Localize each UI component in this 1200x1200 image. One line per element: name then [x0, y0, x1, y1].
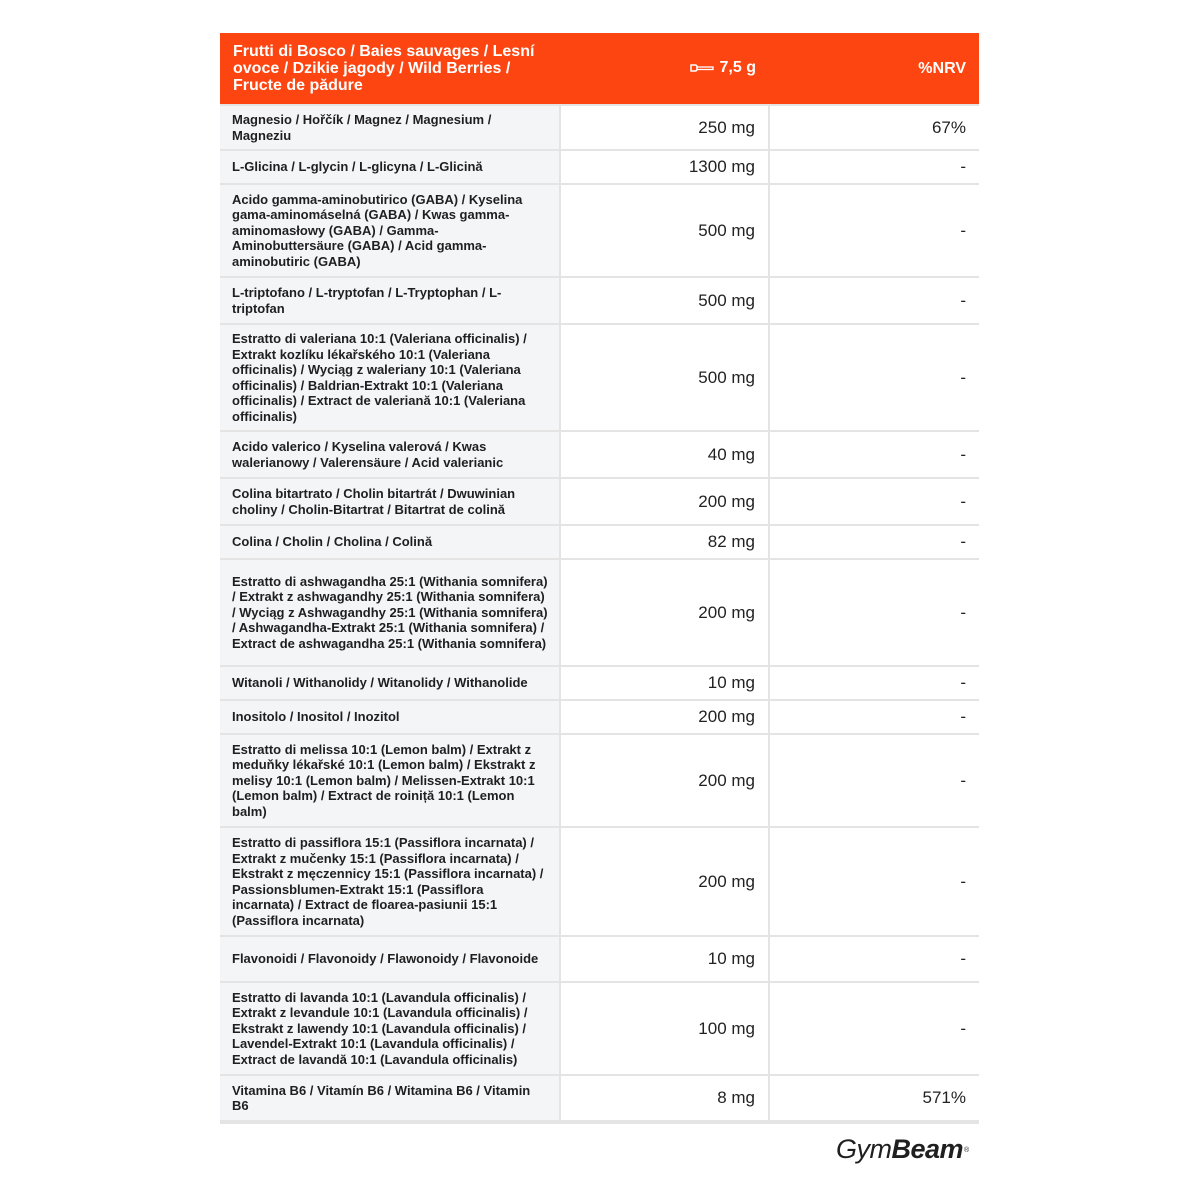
ingredient-nrv: - — [769, 827, 979, 936]
ingredient-nrv: - — [769, 734, 979, 827]
table-row — [220, 936, 979, 982]
ingredient-amount: 500 mg — [560, 277, 769, 324]
table-row — [220, 478, 979, 525]
ingredient-amount: 200 mg — [560, 559, 769, 666]
ingredient-name: Estratto di valeriana 10:1 (Valeriana officinalis) / Extrakt kozlíku lékařského 10:1 (Valeriana officinalis) / Wyciąg z waleriany 10:1 (Valeriana officinalis) / Baldrian-Extrakt 10:1 (Valeriana officinalis) / Extract de valeriană 10:1 (Valeriana officinalis) — [220, 324, 560, 431]
ingredient-nrv: - — [769, 525, 979, 559]
ingredient-nrv: 571% — [769, 1075, 979, 1121]
ingredient-nrv: - — [769, 184, 979, 277]
ingredient-nrv: - — [769, 982, 979, 1075]
ingredient-name: Magnesio / Hořčík / Magnez / Magnesium / Magneziu — [220, 105, 560, 150]
ingredient-amount: 200 mg — [560, 734, 769, 827]
table-row — [220, 666, 979, 700]
nutrition-table — [220, 33, 979, 1122]
ingredient-amount: 200 mg — [560, 700, 769, 734]
nutrition-table-container — [220, 33, 979, 1124]
ingredient-amount: 8 mg — [560, 1075, 769, 1121]
table-row — [220, 827, 979, 936]
table-row — [220, 324, 979, 431]
ingredient-amount: 1300 mg — [560, 150, 769, 184]
ingredient-nrv: 67% — [769, 105, 979, 150]
ingredient-nrv: - — [769, 277, 979, 324]
ingredient-amount: 40 mg — [560, 431, 769, 478]
table-row — [220, 150, 979, 184]
table-row — [220, 734, 979, 827]
ingredient-amount: 200 mg — [560, 478, 769, 525]
table-row — [220, 982, 979, 1075]
ingredient-nrv: - — [769, 431, 979, 478]
ingredient-name: Colina / Cholin / Cholina / Colină — [220, 525, 560, 559]
serving-header — [560, 33, 769, 105]
table-header-row — [220, 33, 979, 105]
ingredient-amount: 500 mg — [560, 324, 769, 431]
ingredient-nrv: - — [769, 666, 979, 700]
ingredient-nrv: - — [769, 324, 979, 431]
ingredient-name: L-triptofano / L-tryptofan / L-Tryptophan / L-triptofan — [220, 277, 560, 324]
ingredient-name: Estratto di lavanda 10:1 (Lavandula officinalis) / Extrakt z levandule 10:1 (Lavandula officinalis) / Ekstrakt z lawendy 10:1 (Lavandula officinalis) / Lavendel-Extrakt 10:1 (Lavandula officinalis) / Extract de lavandă 10:1 (Lavandula officinalis) — [220, 982, 560, 1075]
ingredient-name: Estratto di passiflora 15:1 (Passiflora incarnata) / Extrakt z mučenky 15:1 (Passiflora incarnata) / Ekstrakt z męczennicy 15:1 (Passiflora incarnata) / Passionsblumen-Extrakt 15:1 (Passiflora incarnata) / Extract de floarea-pasiunii 15:1 (Passiflora incarnata) — [220, 827, 560, 936]
table-row — [220, 277, 979, 324]
ingredient-name: Acido valerico / Kyselina valerová / Kwas walerianowy / Valerensäure / Acid valerianic — [220, 431, 560, 478]
ingredient-amount: 10 mg — [560, 936, 769, 982]
ingredient-name: Acido gamma-aminobutirico (GABA) / Kyselina gama-aminomáselná (GABA) / Kwas gamma-aminomasłowy (GABA) / Gamma-Aminobuttersäure (GABA) / Acid gamma-aminobutiric (GABA) — [220, 184, 560, 277]
ingredient-name: Colina bitartrato / Cholin bitartrát / Dwuwinian choliny / Cholin-Bitartrat / Bitartrat de colină — [220, 478, 560, 525]
ingredient-name: Estratto di melissa 10:1 (Lemon balm) / Extrakt z meduňky lékařské 10:1 (Lemon balm) / Ekstrakt z melisy 10:1 (Lemon balm) / Melissen-Extrakt 10:1 (Lemon balm) / Extract de roiniță 10:1 (Lemon balm) — [220, 734, 560, 827]
ingredient-amount: 82 mg — [560, 525, 769, 559]
serving-size: 7,5 g — [719, 58, 756, 76]
flavor-header: Frutti di Bosco / Baies sauvages / Lesní ovoce / Dzikie jagody / Wild Berries / Fructe de pădure — [220, 33, 560, 105]
ingredient-name: Vitamina B6 / Vitamín B6 / Witamina B6 / Vitamin B6 — [220, 1075, 560, 1121]
ingredient-name: Witanoli / Withanolidy / Witanolidy / Withanolide — [220, 666, 560, 700]
ingredient-nrv: - — [769, 478, 979, 525]
table-row — [220, 525, 979, 559]
ingredient-amount: 500 mg — [560, 184, 769, 277]
table-row — [220, 184, 979, 277]
ingredient-name: L-Glicina / L-glycin / L-glicyna / L-Glicină — [220, 150, 560, 184]
nrv-header: %NRV — [769, 33, 979, 105]
ingredient-amount: 100 mg — [560, 982, 769, 1075]
ingredient-name: Inositolo / Inositol / Inozitol — [220, 700, 560, 734]
ingredient-amount: 200 mg — [560, 827, 769, 936]
ingredient-amount: 10 mg — [560, 666, 769, 700]
ingredient-nrv: - — [769, 700, 979, 734]
table-row — [220, 105, 979, 150]
ingredient-name: Flavonoidi / Flavonoidy / Flawonoidy / Flavonoide — [220, 936, 560, 982]
scoop-icon — [690, 61, 714, 73]
table-row — [220, 431, 979, 478]
ingredient-amount: 250 mg — [560, 105, 769, 150]
table-row — [220, 1075, 979, 1121]
ingredient-name: Estratto di ashwagandha 25:1 (Withania somnifera) / Extrakt z ashwagandhy 25:1 (Withania somnifera) / Wyciąg z Ashwagandhy 25:1 (Withania somnifera) / Ashwagandha-Extrakt 25:1 (Withania somnifera) / Extract de ashwagandha 25:1 (Withania somnifera) — [220, 559, 560, 666]
ingredient-nrv: - — [769, 150, 979, 184]
gymbeam-logo: GymBeam® — [836, 1134, 969, 1164]
table-row — [220, 700, 979, 734]
ingredient-nrv: - — [769, 559, 979, 666]
ingredient-nrv: - — [769, 936, 979, 982]
table-row — [220, 559, 979, 666]
